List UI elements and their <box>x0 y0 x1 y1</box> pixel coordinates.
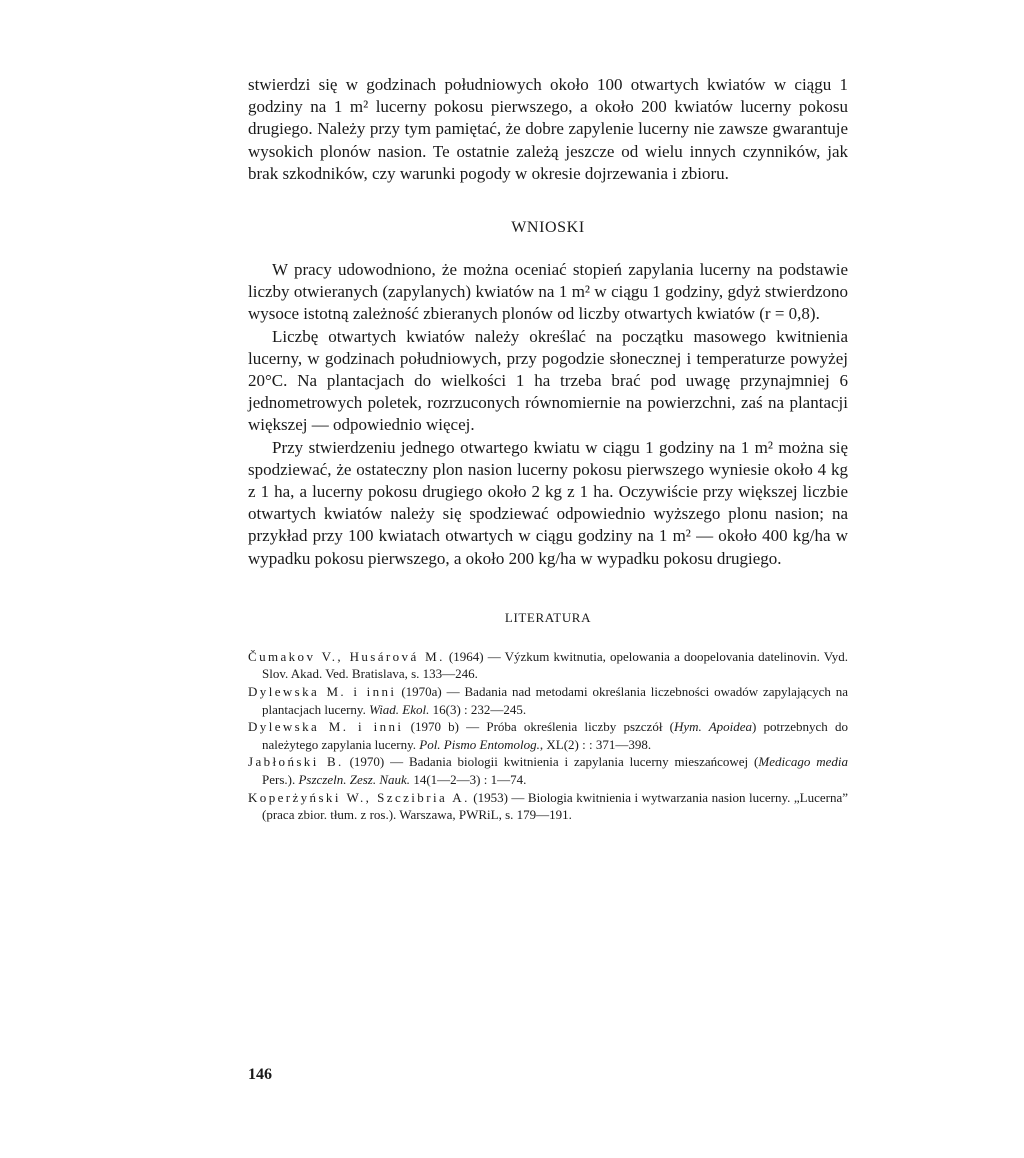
literature-heading: LITERATURA <box>504 609 592 625</box>
reference-year: (1970a) <box>401 684 442 700</box>
reference-authors: Čumakov V., Husárová M. <box>248 648 445 664</box>
conclusions-paragraph-2: Liczbę otwartych kwiatów należy określać na początku masowego kwitnienia lucerny, w godzinach południowych, przy pogodzie słonecznej i temperaturze powyżej 20°C. Na plantacjach do wielkości 1 ha trzeba brać pod uwagę przynajmniej 6 jednometrowych poletek, rozrzuconych równomiernie na powierzchni, zaś na plantacji większej — odpowiednio więcej. <box>248 326 848 435</box>
page-content <box>248 74 848 824</box>
reference-authors: Koperżyński W., Szczibria A. <box>248 789 470 805</box>
conclusions-paragraph-1: W pracy udowodniono, że można oceniać stopień zapylania lucerny na podstawie liczby otwieranych (zapylanych) kwiatów na 1 m² w ciągu 1 godziny, gdyż stwierdzono wysoce istotną zależność zbieranych plonów od liczby otwartych kwiatów (r = 0,8). <box>248 260 848 324</box>
reference-authors: Dylewska M. i inni <box>248 719 404 735</box>
reference-text: 16(3) : 232—245. <box>432 701 527 717</box>
reference-year: (1970 b) <box>410 719 459 735</box>
reference-text: ) potrzebnych do należytego zapylania lucerny. <box>262 719 848 752</box>
reference-journal: Wiad. Ekol. <box>369 701 430 717</box>
reference-taxon: Medicago media <box>758 754 848 770</box>
reference-text: Pers.). <box>262 772 296 788</box>
conclusions-paragraph-3: Przy stwierdzeniu jednego otwartego kwiatu w ciągu 1 godziny na 1 m² można się spodziewać, że ostateczny plon nasion lucerny pokosu pierwszego wyniesie około 4 kg z 1 ha, a lucerny pokosu drugiego około 2 kg z 1 ha. Oczywiście przy większej liczbie otwartych kwiatów należy się spodziewać odpowiednio wyższego plonu nasion; na przykład przy 100 kwiatach otwartych w ciągu godziny na 1 m² — około 400 kg/ha w wypadku pokosu pierwszego, a około 200 kg/ha w wypadku pokosu drugiego. <box>248 437 848 568</box>
reference-taxon: Hym. Apoidea <box>673 719 753 735</box>
reference-text: — Badania biologii kwitnienia i zapylania lucerny mieszańcowej ( <box>390 754 759 770</box>
reference-item <box>248 753 848 788</box>
page-number: 146 <box>248 1066 272 1083</box>
reference-item <box>248 789 848 824</box>
reference-text: — Biologia kwitnienia i wytwarzania nasion lucerny. „Lucerna” (praca zbior. tłum. z ros.). Warszawa, PWRiL, s. 179—191. <box>262 789 849 823</box>
intro-paragraph: stwierdzi się w godzinach południowych około 100 otwartych kwiatów w ciągu 1 godziny na 1 m² lucerny pokosu pierwszego, a około 200 kwiatów lucerny pokosu drugiego. Należy przy tym pamiętać, że dobre zapylenie lucerny nie zawsze gwarantuje wysokich plonów nasion. Te ostatnie zależą jeszcze od wielu innych czynników, jak brak szkodników, czy warunki pogody w okresie dojrzewania i zbioru. <box>248 75 848 183</box>
reference-authors: Dylewska M. i inni <box>248 684 397 700</box>
reference-text: — Badania nad metodami określania liczebności owadów zapylających na plantacjach lucerny. <box>262 684 848 717</box>
conclusions-heading: WNIOSKI <box>511 219 585 237</box>
reference-year: (1964) <box>448 648 484 664</box>
reference-item <box>248 683 848 718</box>
reference-year: (1953) <box>473 789 508 805</box>
reference-list <box>248 648 848 824</box>
reference-journal: Pszczeln. Zesz. Nauk. <box>298 772 411 788</box>
reference-year: (1970) <box>349 754 385 770</box>
reference-text: — Próba określenia liczby pszczół ( <box>466 719 674 735</box>
reference-text: , XL(2) : : 371—398. <box>539 736 652 752</box>
reference-text: — Výzkum kwitnutia, opelowania a doopelovania datelinovin. Vyd. Slov. Akad. Ved. Bratislava, s. 133—246. <box>262 648 849 682</box>
reference-item <box>248 648 848 683</box>
reference-authors: Jabłoński B. <box>248 754 344 770</box>
reference-journal: Pol. Pismo Entomolog. <box>419 736 540 752</box>
reference-text: 14(1—2—3) : 1—74. <box>413 772 527 788</box>
reference-item <box>248 718 848 753</box>
